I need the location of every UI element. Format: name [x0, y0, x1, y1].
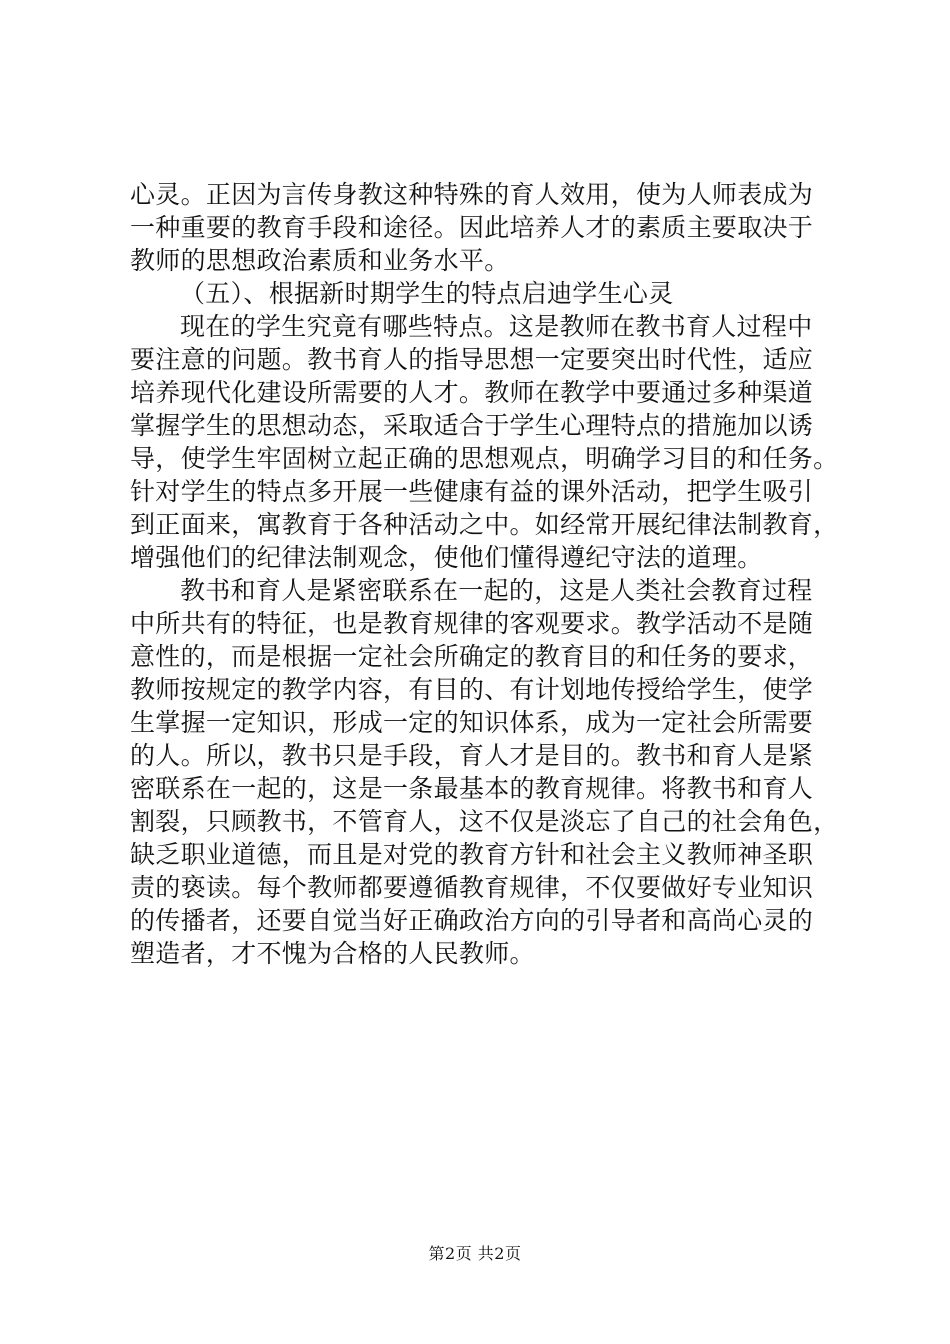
- text-line: 心灵。正因为言传身教这种特殊的育人效用，使为人师表成为: [130, 180, 814, 209]
- text-line: 责的亵读。每个教师都要遵循教育规律，不仅要做好专业知识: [130, 873, 814, 902]
- paragraph-first-line: 教书和育人是紧密联系在一起的，这是人类社会教育过程: [180, 576, 813, 605]
- section-heading: （五）、根据新时期学生的特点启迪学生心灵: [180, 279, 674, 308]
- text-line: 要注意的问题。教书育人的指导思想一定要突出时代性，适应: [130, 345, 814, 374]
- text-line: 教师按规定的教学内容，有目的、有计划地传授给学生，使学: [130, 675, 814, 704]
- page-number-footer: 第2页 共2页: [428, 1244, 522, 1263]
- text-line: 针对学生的特点多开展一些健康有益的课外活动，把学生吸引: [130, 477, 814, 506]
- text-line: 密联系在一起的，这是一条最基本的教育规律。将教书和育人: [130, 774, 814, 803]
- text-line: 意性的，而是根据一定社会所确定的教育目的和任务的要求，: [130, 642, 814, 671]
- text-line: 的人。所以，教书只是手段，育人才是目的。教书和育人是紧: [130, 741, 814, 770]
- text-line: 生掌握一定知识，形成一定的知识体系，成为一定社会所需要: [130, 708, 814, 737]
- text-line: 到正面来，寓教育于各种活动之中。如经常开展纪律法制教育，: [130, 510, 839, 539]
- text-line: 增强他们的纪律法制观念，使他们懂得遵纪守法的道理。: [130, 543, 763, 572]
- text-line: 缺乏职业道德，而且是对党的教育方针和社会主义教师神圣职: [130, 840, 814, 869]
- text-line: 导，使学生牢固树立起正确的思想观点，明确学习目的和任务。: [130, 444, 839, 473]
- text-line: 中所共有的特征，也是教育规律的客观要求。教学活动不是随: [130, 609, 814, 638]
- text-line: 塑造者，才不愧为合格的人民教师。: [130, 939, 535, 968]
- text-line: 掌握学生的思想动态，采取适合于学生心理特点的措施加以诱: [130, 411, 814, 440]
- text-line: 一种重要的教育手段和途径。因此培养人才的素质主要取决于: [130, 213, 814, 242]
- text-line: 割裂，只顾教书，不管育人，这不仅是淡忘了自己的社会角色，: [130, 807, 839, 836]
- paragraph-first-line: 现在的学生究竟有哪些特点。这是教师在教书育人过程中: [180, 312, 813, 341]
- text-line: 教师的思想政治素质和业务水平。: [130, 246, 510, 275]
- text-line: 的传播者，还要自觉当好正确政治方向的引导者和高尚心灵的: [130, 906, 814, 935]
- text-line: 培养现代化建设所需要的人才。教师在教学中要通过多种渠道: [130, 378, 814, 407]
